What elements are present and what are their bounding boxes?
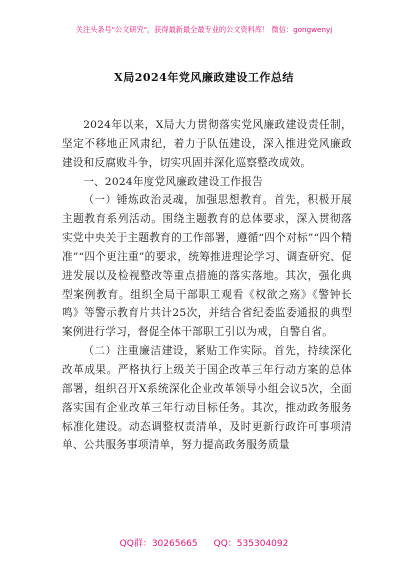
qq-group-number: QQ群：30265665 <box>119 539 198 549</box>
intro-paragraph: 2024年以来，X局大力贯彻落实党风廉政建设责任制，坚定不移地正风肃纪，着力于队伍建设，深入推进党风廉政建设和反腐败斗争，切实巩固并深化巡察整改成效。 <box>62 119 352 169</box>
document-body <box>62 116 352 455</box>
section-heading: 一、2024年度党风廉政建设工作报告 <box>83 175 263 188</box>
promo-banner: 关注头条号"公文研究"，获得最新最全最专业的公文资料库！ 微信：gongwenyj <box>75 25 333 34</box>
qq-contact-number: QQ：535304092 <box>213 539 289 549</box>
contact-footer <box>0 536 408 549</box>
subsection-paragraph-1: （一）锤炼政治灵魂，加强思想教育。首先，积极开展主题教育系列活动。围绕主题教育的总体要求，深入贯彻落实党中央关于主题教育的工作部署，遵循“四个对标”“四个精准”“四个更注重”的要求，统筹推进理论学习、调查研究、促进发展以及检视整改等重点措施的落实落地。其次，强化典型案例教育。组织全局干部职工观看《权欲之殇》《警钟长鸣》等警示教育片共计25次，并结合省纪委监委通报的典型案例进行学习，督促全体干部职工引以为戒，自警自省。 <box>62 194 352 339</box>
document-title: X局2024年党风廉政建设工作总结 <box>114 71 294 84</box>
subsection-paragraph-2: （二）注重廉洁建设，紧贴工作实际。首先，持续深化改革成果。严格执行上级关于国企改革三年行动方案的总体部署，组织召开X系统深化企业改革领导小组会议5次，全面落实国有企业改革三年行动目标任务。其次，推动政务服务标准化建设。动态调整权责清单，及时更新行政许可事项清单、公共服务事项清单，努力提高政务服务质量 <box>62 345 352 452</box>
